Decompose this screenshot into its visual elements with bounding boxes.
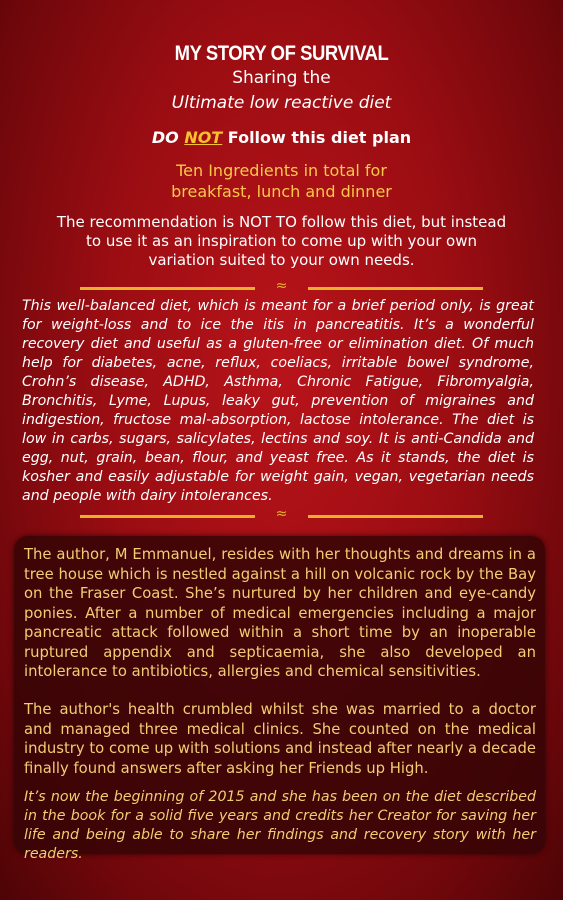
- recommendation-line-2: to use it as an inspiration to come up with your own: [86, 232, 477, 250]
- page-title: MY STORY OF SURVIVAL: [174, 42, 389, 65]
- ingredients-note: [0, 160, 563, 202]
- divider-line-left: [80, 287, 255, 290]
- divider-line-right: [308, 515, 483, 518]
- subtitle-line-1: Sharing the: [232, 68, 331, 88]
- swirl-ornament-icon: ≈: [275, 506, 288, 522]
- divider-top: [80, 278, 483, 294]
- warning-do: DO: [151, 128, 179, 147]
- warning-line: [0, 128, 563, 147]
- swirl-ornament-icon: ≈: [275, 278, 288, 294]
- author-status-paragraph: It’s now the beginning of 2015 and she has been on the diet described in the book for a solid five years and credits her Creator for saving her life and being able to share her findings and recovery story with her readers.: [24, 789, 536, 862]
- ingredients-line-1: Ten Ingredients in total for: [176, 161, 387, 180]
- recommendation: [30, 213, 533, 270]
- recommendation-line-1: The recommendation is NOT TO follow this diet, but instead: [56, 213, 507, 231]
- divider-bottom: [80, 506, 483, 522]
- divider-line-left: [80, 515, 255, 518]
- ingredients-line-2: breakfast, lunch and dinner: [171, 182, 392, 201]
- warning-rest: Follow this diet plan: [227, 128, 412, 147]
- author-bio-paragraph: The author, M Emmanuel, resides with her thoughts and dreams in a tree house which is nestled against a hill on volcanic rock by the Bay on the Fraser Coast. She’s nurtured by her children and eye-candy ponies. After a number of medical emergencies including a major pancreatic attack followed within a short time by an inoperable ruptured appendix and septicaemia, she also developed an intolerance to antibiotics, allergies and chemical sensitivities.: [24, 546, 536, 680]
- subtitle-line-2: Ultimate low reactive diet: [171, 93, 392, 113]
- divider-line-right: [308, 287, 483, 290]
- diet-description: This well-balanced diet, which is meant for a brief period only, is great for weight-loss and to ice the itis in pancreatitis. It’s a wonderful recovery diet and useful as a gluten-free or elimination diet. Of much help for diabetes, acne, reflux, coeliacs, irritable bowel syndrome, Crohn’s disease, ADHD, Asthma, Chronic Fatigue, Fibromyalgia, Bronchitis, Lyme, Lupus, leaky gut, prevention of migraines and indigestion, fructose mal-absorption, lactose intolerance. The diet is low in carbs, sugars, salicylates, lectins and soy. It is anti-Candida and egg, nut, grain, bean, flour, and yeast free. As it stands, the diet is kosher and easily adjustable for weight gain, vegan, vegetarian needs and people with dairy intolerances.: [22, 298, 534, 504]
- recommendation-line-3: variation suited to your own needs.: [148, 251, 415, 269]
- author-health-paragraph: The author's health crumbled whilst she was married to a doctor and managed three medical clinics. She counted on the medical industry to come up with solutions and instead after nearly a decade finally found answers after asking her Friends up High.: [24, 701, 536, 777]
- warning-not: NOT: [184, 128, 223, 147]
